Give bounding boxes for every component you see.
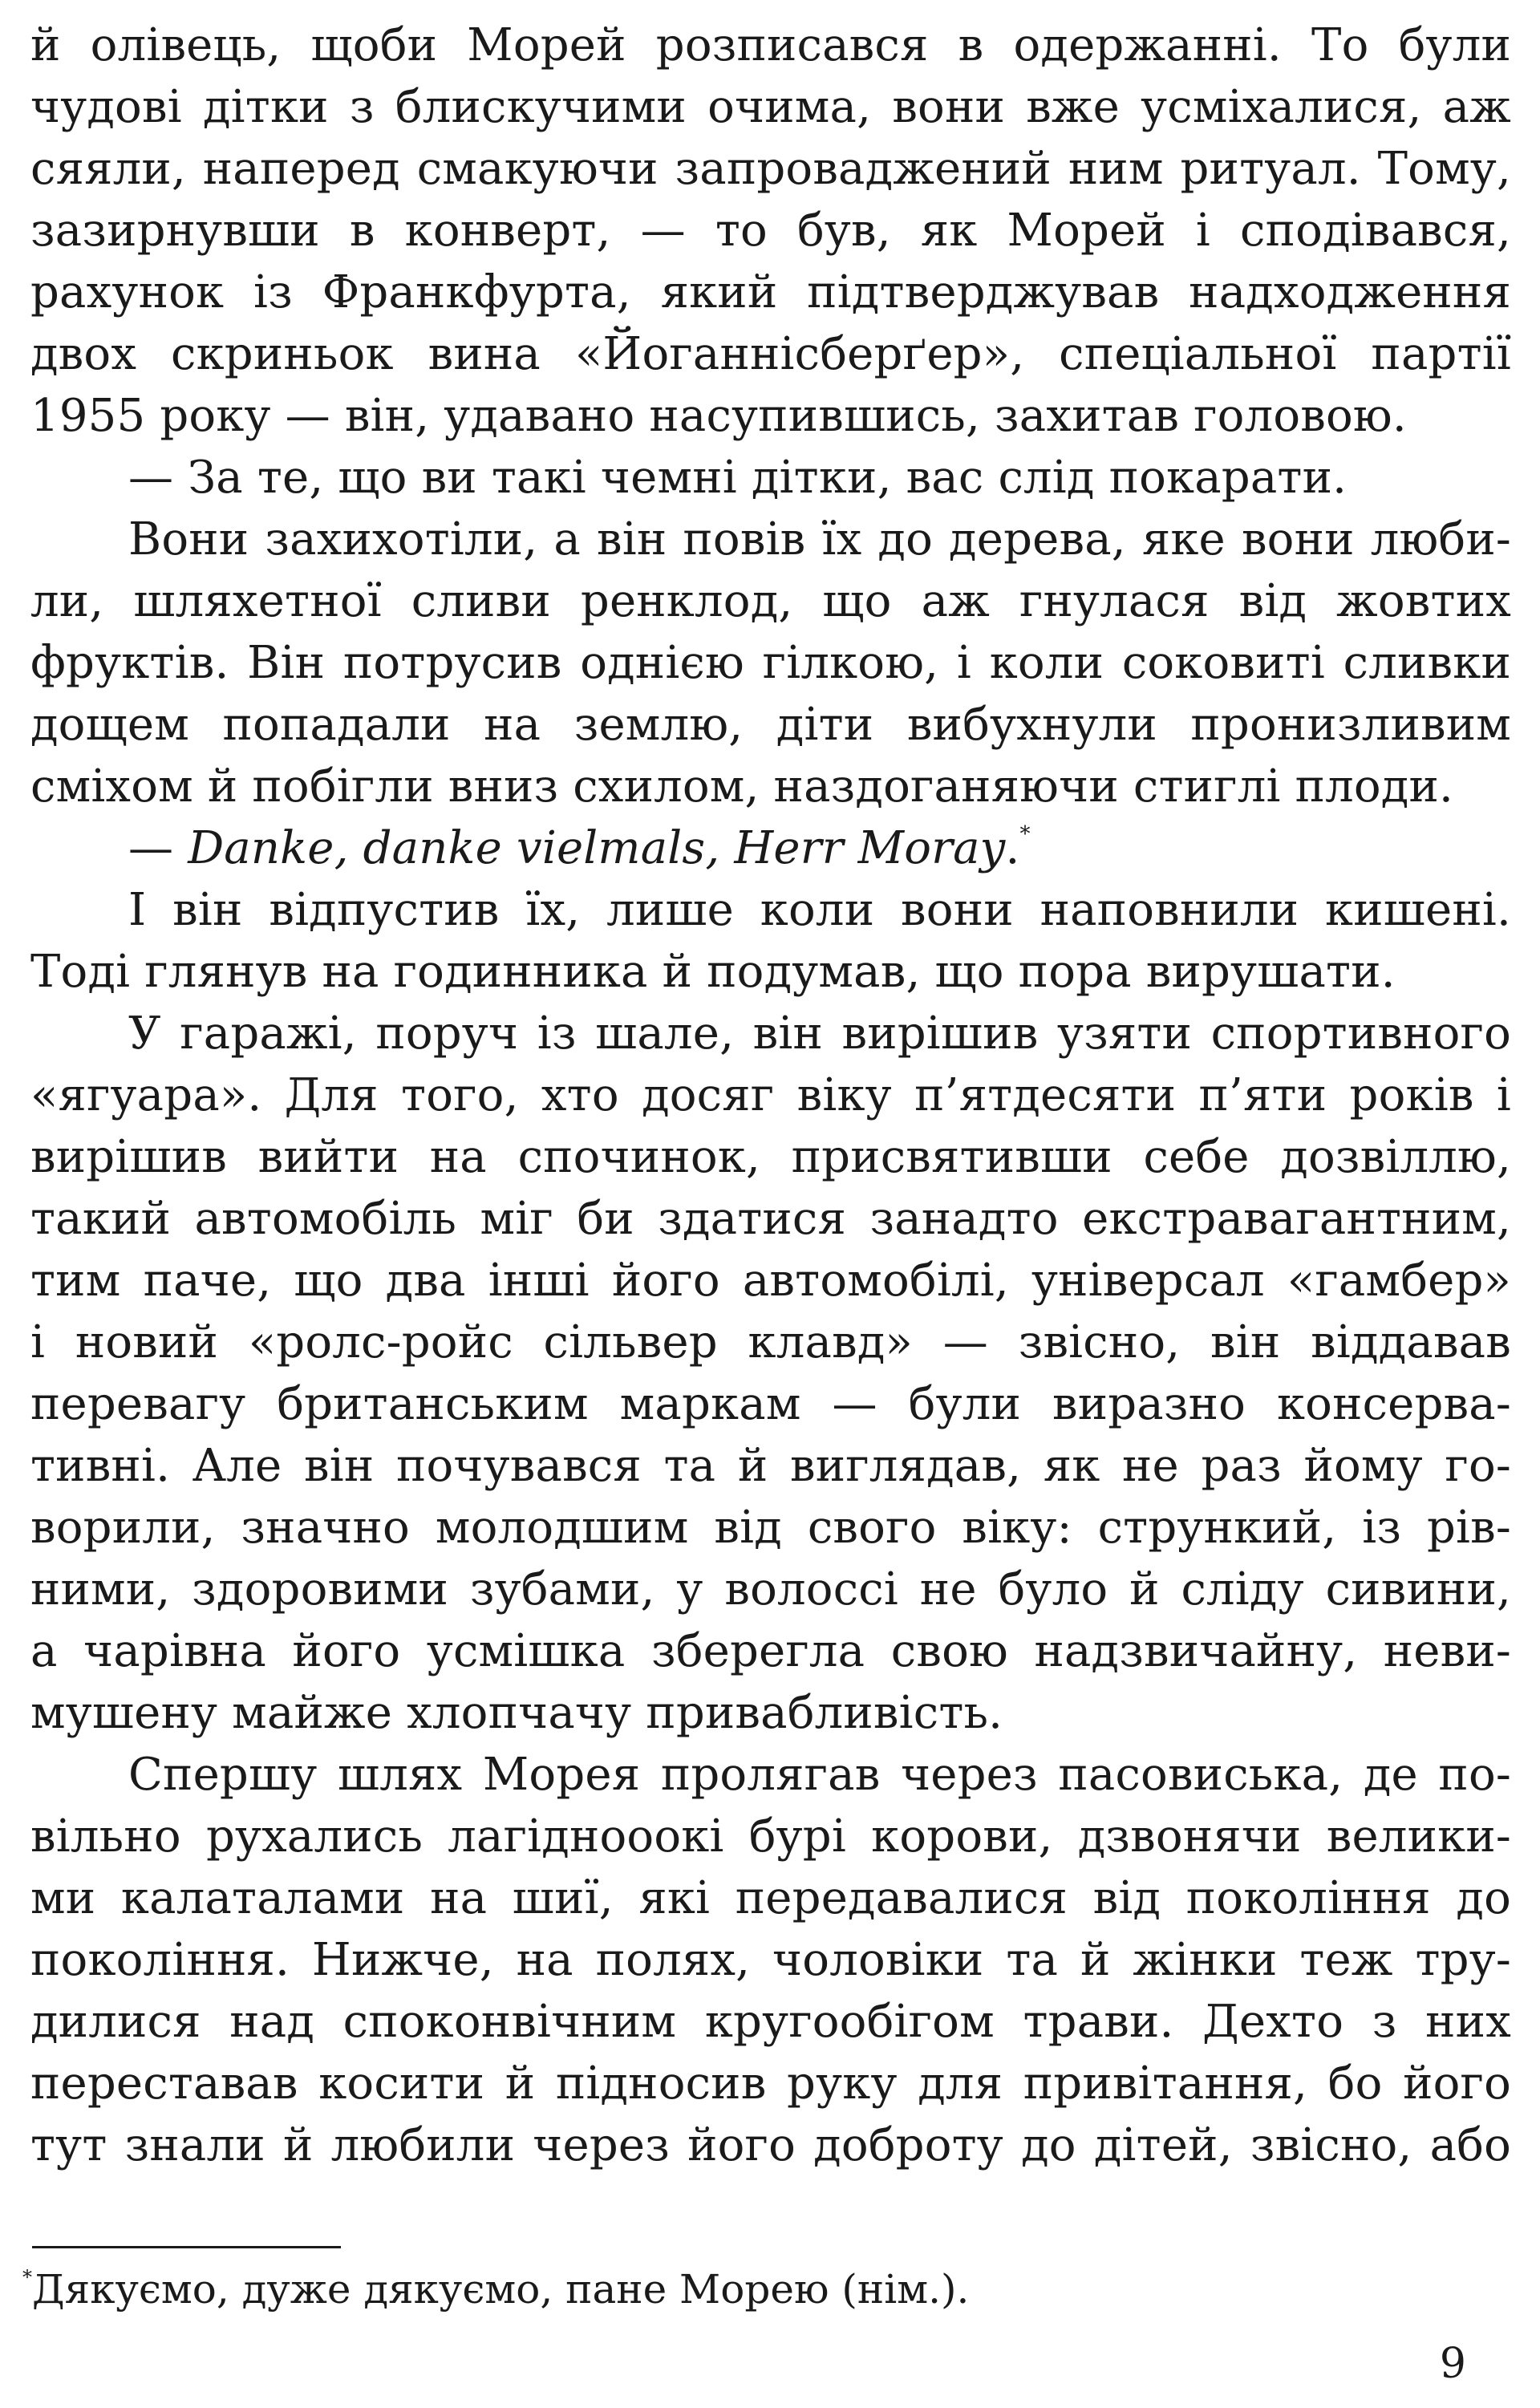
- german-quote: Danke, danke vielmals, Herr Moray: [188, 822, 1006, 874]
- text-line: чудові дітки з блискучими очима, вони вже усміхалися, аж: [30, 81, 1511, 133]
- text-line: дощем попадали на землю, діти вибухнули пронизливим: [30, 699, 1511, 751]
- text-line: вільно рухались лагіднооокі бурі корови, дзвонячи велики-: [30, 1810, 1511, 1863]
- text-line: такий автомобіль міг би здатися занадто екстравагантним,: [30, 1193, 1511, 1245]
- body-text: [30, 14, 1511, 2176]
- text-line: сміхом й побігли вниз схилом, наздоганяючи стиглі плоди.: [30, 760, 1453, 813]
- text-line: і новий «ролс-ройс сільвер клавд» — звісно, він віддавав: [30, 1316, 1511, 1368]
- footnote-marker: *: [1019, 822, 1031, 846]
- footnote: [22, 2264, 969, 2315]
- text-line: 1955 року — він, удавано насупившись, захитав головою.: [30, 390, 1407, 442]
- text-line: рахунок із Франкфурта, який підтверджував надходження: [30, 266, 1511, 318]
- text-line: а чарівна його усмішка зберегла свою надзвичайну, неви-: [30, 1625, 1511, 1677]
- text-line: вирішив вийти на спочинок, присвятивши себе дозвіллю,: [30, 1131, 1511, 1183]
- text-line: ли, шляхетної сливи ренклод, що аж гнулася від жовтих: [30, 575, 1511, 627]
- footnote-divider: [32, 2246, 341, 2248]
- text-line: тут знали й любили через його доброту до дітей, звісно, або: [30, 2119, 1511, 2171]
- text-line: зазирнувши в конверт, — то був, як Морей і сподівався,: [30, 205, 1511, 257]
- paragraph-start-line: Вони захихотіли, а він повів їх до дерева, яке вони люби-: [128, 513, 1511, 566]
- page-number: 9: [1439, 2340, 1466, 2388]
- text-line: покоління. Нижче, на полях, чоловіки та й жінки теж тру-: [30, 1934, 1511, 1986]
- dialogue-line: — За те, що ви такі чемні дітки, вас слід покарати.: [128, 452, 1348, 504]
- dialogue-line-german: [30, 817, 1511, 879]
- text-line: фруктів. Він потрусив однією гілкою, і коли соковиті сливки: [30, 637, 1511, 689]
- text-line: «ягуара». Для того, хто досяг віку п’ятдесяти п’яти років і: [30, 1069, 1511, 1121]
- text-line: й олівець, щоби Морей розписався в одержанні. То були: [30, 19, 1511, 71]
- text-line: мушену майже хлопчачу привабливість.: [30, 1687, 1003, 1739]
- text-line: Тоді глянув на годинника й подумав, що пора вирушати.: [30, 946, 1396, 998]
- text-line: тивні. Але він почувався та й виглядав, як не раз йому го-: [30, 1440, 1511, 1492]
- text-line: ми калаталами на шиї, які передавалися від покоління до: [30, 1872, 1511, 1924]
- paragraph-start-line: Спершу шлях Морея пролягав через пасовиська, де по-: [128, 1749, 1511, 1801]
- text-line: ворили, значно молодшим від свого віку: стрункий, із рів-: [30, 1502, 1511, 1554]
- text-line: тим паче, що два інші його автомобілі, універсал «гамбер»: [30, 1255, 1511, 1307]
- quote-period: .: [1005, 822, 1020, 874]
- paragraph-start-line: І він відпустив їх, лише коли вони наповнили кишені.: [128, 884, 1511, 936]
- text-line: ними, здоровими зубами, у волоссі не було й сліду сивини,: [30, 1563, 1511, 1615]
- text-line: дилися над споконвічним кругообігом трави. Дехто з них: [30, 1996, 1511, 2048]
- text-line: сяяли, наперед смакуючи запроваджений ним ритуал. Тому,: [30, 143, 1511, 195]
- text-line: двох скриньок вина «Йоганнісберґер», спеціальної партії: [30, 328, 1511, 380]
- text-line: перевагу британським маркам — були виразно консерва-: [30, 1378, 1511, 1430]
- text-line: переставав косити й підносив руку для привітання, бо його: [30, 2057, 1511, 2110]
- footnote-marker: *: [22, 2266, 32, 2288]
- paragraph-start-line: У гаражі, поруч із шале, він вирішив узяти спортивного: [128, 1007, 1511, 1060]
- footnote-text: Дякуємо, дуже дякуємо, пане Морею (нім.).: [32, 2266, 970, 2313]
- dialogue-dash: —: [128, 822, 188, 874]
